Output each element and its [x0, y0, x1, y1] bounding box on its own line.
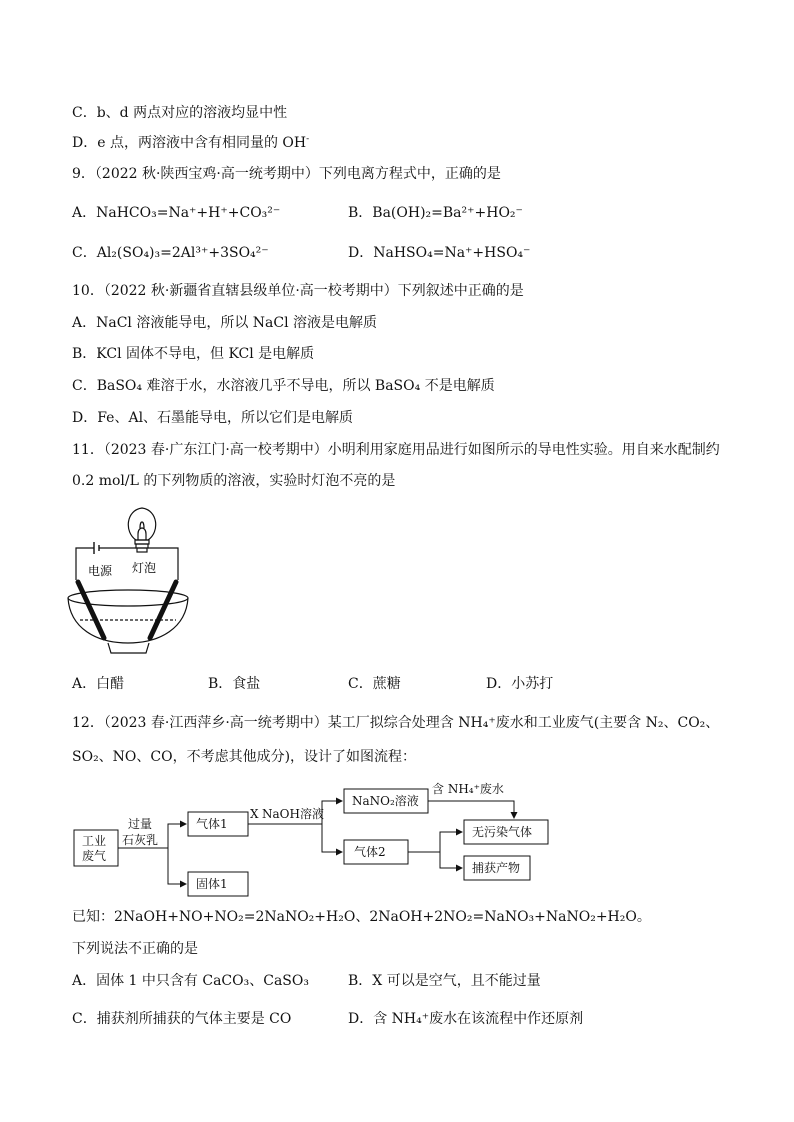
battery-icon [94, 542, 99, 554]
q10-option-b: B．KCl 固体不导电，但 KCl 是电解质 [72, 346, 315, 362]
q9-option-b: B．Ba(OH)₂=Ba²⁺+HO₂⁻ [348, 205, 523, 221]
q12-option-d: D．含 NH₄⁺废水在该流程中作还原剂 [348, 1011, 584, 1027]
q12-option-a: A．固体 1 中只含有 CaCO₃、CaSO₃ [72, 973, 309, 989]
waste-gas-label-1: 工业 [82, 834, 107, 848]
q11-option-c: C．蔗糖 [348, 676, 401, 692]
q10-option-d: D．Fe、Al、石墨能导电，所以它们是电解质 [72, 410, 354, 426]
q11-option-d: D．小苏打 [486, 676, 554, 692]
process-flow-diagram [70, 776, 550, 900]
q11-stem-line2: 0.2 mol/L 的下列物质的溶液，实验时灯泡不亮的是 [72, 473, 396, 489]
q11-option-b: B．食盐 [208, 676, 261, 692]
capture-label: 捕获产物 [472, 861, 521, 875]
q11-option-a: A．白醋 [72, 676, 125, 692]
lime-label-2: 石灰乳 [122, 833, 159, 847]
q11-stem-line1: 11．（2023 春·广东江门·高一校考期中）小明利用家庭用品进行如图所示的导电性实验。用自来水配制约 [72, 442, 720, 458]
q9-stem: 9．（2022 秋·陕西宝鸡·高一统考期中）下列电离方程式中，正确的是 [72, 166, 501, 182]
naoh-label: NaOH溶液 [262, 807, 324, 821]
q10-option-c: C．BaSO₄ 难溶于水，水溶液几乎不导电，所以 BaSO₄ 不是电解质 [72, 378, 495, 394]
q12-stem-line2: SO₂、NO、CO，不考虑其他成分)，设计了如图流程： [72, 749, 417, 765]
arrow-to-clean-gas [408, 832, 462, 852]
q9-option-a: A．NaHCO₃=Na⁺+H⁺+CO₃²⁻ [72, 205, 281, 221]
lime-label-1: 过量 [128, 817, 153, 831]
arrow-to-capture [440, 852, 462, 868]
q12-option-c: C．捕获剂所捕获的气体主要是 CO [72, 1011, 292, 1027]
nh4-waste-label: 含 NH₄⁺废水 [432, 782, 504, 796]
clean-gas-label: 无污染气体 [472, 825, 533, 839]
q8-option-d [72, 134, 309, 152]
q12-known: 已知：2NaOH+NO+NO₂=2NaNO₂+H₂O、2NaOH+2NO₂=NaNO₃+NaNO₂+H₂O。 [72, 909, 651, 925]
q8-option-c: C．b、d 两点对应的溶液均显中性 [72, 105, 288, 121]
q10-stem: 10．（2022 秋·新疆省直辖县级单位·高一校考期中）下列叙述中正确的是 [72, 283, 524, 299]
conductivity-apparatus-figure [66, 498, 216, 668]
arrow-gas2 [322, 824, 342, 852]
q12-option-b: B．X 可以是空气，且不能过量 [348, 973, 541, 989]
gas1-label: 气体1 [196, 817, 228, 831]
q8-option-d-text: D．e 点，两溶液中含有相同量的 OH [72, 135, 307, 151]
solid1-label: 固体1 [196, 877, 228, 891]
gas2-label: 气体2 [354, 845, 386, 859]
bulb-label: 灯泡 [132, 561, 157, 575]
q8-option-d-sup: - [306, 134, 310, 145]
power-label: 电源 [88, 564, 113, 578]
arrow-solid1 [168, 848, 186, 884]
q10-option-a: A．NaCl 溶液能导电，所以 NaCl 溶液是电解质 [72, 315, 378, 331]
waste-gas-label-2: 废气 [82, 849, 107, 863]
q9-option-d: D．NaHSO₄=Na⁺+HSO₄⁻ [348, 245, 531, 261]
arrow-waste-water [428, 801, 514, 818]
arrow-nano2 [322, 801, 342, 824]
q12-ask: 下列说法不正确的是 [72, 941, 198, 957]
q9-option-c: C．Al₂(SO₄)₃=2Al³⁺+3SO₄²⁻ [72, 245, 269, 261]
x-label: X [250, 807, 259, 821]
q12-stem-line1: 12．（2023 春·江西萍乡·高一统考期中）某工厂拟综合处理含 NH₄⁺废水和工业废气(主要含 N₂、CO₂、 [72, 715, 720, 731]
nano2-label: NaNO₂溶液 [352, 794, 419, 808]
bulb-icon [128, 508, 155, 552]
